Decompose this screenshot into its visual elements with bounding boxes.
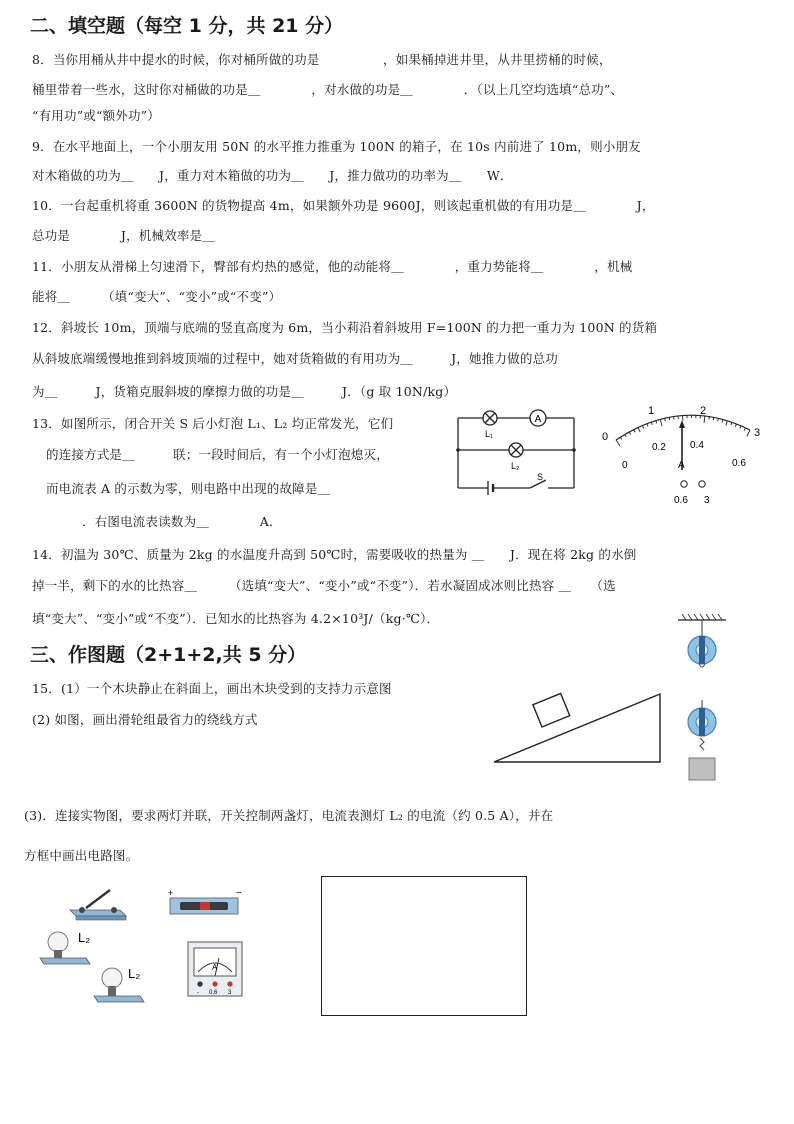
q14-line-1: 14．初温为 30℃、质量为 2kg 的水温度升高到 50℃时，需要吸收的热量为 ＿ J．现在将 2kg 的水倒	[32, 547, 637, 562]
scale-tick	[740, 426, 741, 429]
terminal-06: 0.6	[674, 495, 688, 506]
scale-tick	[669, 417, 670, 420]
switch-component	[70, 890, 126, 920]
q10-line-2: 总功是 J，机械效率是＿	[32, 228, 216, 243]
q15-2-text: (2) 如图，画出滑轮组最省力的绕线方式	[32, 712, 258, 727]
scale-tick	[735, 424, 736, 427]
q9-line-2: 对木箱做的功为＿ J，重力对木箱做的功为＿ J，推力做功的功率为＿ W．	[32, 168, 513, 183]
q13-line-3: 而电流表 A 的示数为零，则电路中出现的故障是＿	[46, 481, 331, 496]
q8-line-1: 8．当你用桶从井中提水的时候，你对桶所做的功是 ，如果桶掉进井里，从井里捞桶的时候，	[32, 52, 612, 67]
bulb-1-label: L₂	[78, 930, 91, 945]
q9-line-1: 9．在水平地面上，一个小朋友用 50N 的水平推力推重为 100N 的箱子，在 10s 内前进了 10m，则小朋友	[32, 139, 641, 154]
section-2-title: 二、填空题（每空 1 分，共 21 分）	[30, 15, 344, 37]
scale-tick	[744, 428, 745, 431]
q11-line-1: 11．小朋友从滑梯上匀速滑下，臀部有灼热的感觉，他的动能将＿ ，重力势能将＿ ，机械	[32, 259, 633, 274]
pulley-system	[670, 612, 740, 784]
circuit-switch-label: S	[537, 472, 544, 482]
meter-term-3: 3	[228, 990, 232, 996]
meter-term-06: 0.6	[209, 990, 218, 996]
ammeter-dial	[594, 398, 774, 510]
q14-line-2: 掉一半，剩下的水的比热容＿ （选填“变大”、“变小”或“不变”）．若水凝固成冰则比热容 ＿ （选	[32, 578, 616, 593]
q12-line-3: 为＿ J，货箱克服斜坡的摩擦力做的功是＿ J．（g 取 10N/kg）	[32, 384, 457, 399]
q14-line-3: 填“变大”、“变小”或“不变”）．已知水的比热容为 4.2×10³J/（kg·℃）．	[32, 611, 440, 626]
scale-tick	[647, 424, 648, 427]
scale-tick	[660, 419, 662, 426]
scale-tick	[726, 421, 727, 426]
scale-tick	[638, 428, 640, 433]
q8-line-3: “有用功”或“额外功”）	[32, 108, 160, 123]
q15-1-text: 15．(1）一个木块静止在斜面上，画出木块受到的支持力示意图	[32, 681, 392, 696]
bulb-component-2	[94, 966, 144, 1002]
scale-tick	[747, 430, 750, 436]
q8-line-2: 桶里带着一些水，这时你对桶做的功是＿ ，对水做的功是＿ ．（以上几空均选填“总功”、	[32, 82, 624, 97]
section-3-title: 三、作图题（2+1+2,共 5 分）	[30, 644, 307, 666]
circuit-drawing-box[interactable]	[321, 876, 527, 1016]
scale-tick	[625, 434, 627, 437]
dial-a-label: A	[678, 460, 685, 471]
battery-minus: −	[236, 888, 242, 899]
q15-3-line-1: (3)．连接实物图，要求两灯并联，开关控制两盏灯，电流表测灯 L₂ 的电流（约 0.5 A），并在	[24, 808, 554, 823]
scale-bottom-0: 0	[622, 460, 628, 471]
q10-line-1: 10．一台起重机将重 3600N 的货物提高 4m，如果额外功是 9600J，则该起重机做的有用功是＿ J，	[32, 198, 655, 213]
hanging-weight	[689, 758, 715, 780]
circuit-ammeter-label: A	[534, 414, 542, 425]
scale-bottom-04: 0.4	[690, 440, 704, 451]
scale-top-0: 0	[602, 431, 609, 443]
incline-with-block	[490, 690, 670, 766]
circuit-l2-label: L₂	[511, 461, 520, 471]
q12-line-1: 12．斜坡长 10m，顶端与底端的竖直高度为 6m，当小莉沿着斜坡用 F=100N 的力把一重力为 100N 的货箱	[32, 320, 658, 335]
scale-tick	[642, 426, 643, 429]
q12-line-2: 从斜坡底端缓慢地推到斜坡顶端的过程中，她对货箱做的有用功为＿ J，她推力做的总功	[32, 351, 558, 366]
scale-tick	[651, 422, 652, 425]
meter-a-label: A	[212, 963, 218, 972]
scale-bottom-06: 0.6	[732, 458, 746, 469]
physical-components	[30, 880, 270, 1016]
scale-tick	[656, 421, 657, 424]
battery-component	[168, 888, 242, 914]
q13-line-2: 的连接方式是＿ 联；一段时间后，有一个小灯泡熄灭，	[46, 447, 389, 462]
scale-top-3: 3	[754, 427, 761, 439]
meter-term-minus: -	[197, 990, 199, 996]
battery-plus: +	[168, 888, 174, 898]
scale-tick	[629, 432, 630, 435]
wooden-block	[533, 693, 570, 727]
circuit-l1-label: L₁	[485, 429, 494, 439]
scale-tick	[731, 422, 732, 425]
terminal-3: 3	[704, 495, 710, 506]
scale-tick	[620, 437, 622, 440]
circuit-diagram	[452, 404, 582, 500]
q13-line-4: ．右图电流表读数为＿ A．	[82, 514, 282, 529]
q15-3-line-2: 方框中画出电路图。	[24, 848, 139, 863]
q11-line-2: 能将＿ （填“变大”、“变小”或“不变”）	[32, 289, 282, 304]
scale-tick	[713, 417, 714, 420]
scale-tick	[704, 416, 705, 423]
q13-line-1: 13．如图所示，闭合开关 S 后小灯泡 L₁、L₂ 均正常发光，它们	[32, 416, 394, 431]
scale-tick	[616, 440, 620, 446]
bulb-component-1	[40, 930, 90, 964]
scale-top-1: 1	[648, 405, 655, 417]
scale-tick	[634, 430, 635, 433]
scale-top-2: 2	[700, 405, 707, 417]
scale-bottom-02: 0.2	[652, 442, 666, 453]
ammeter-component	[188, 942, 242, 996]
bulb-2-label: L₂	[128, 966, 141, 981]
